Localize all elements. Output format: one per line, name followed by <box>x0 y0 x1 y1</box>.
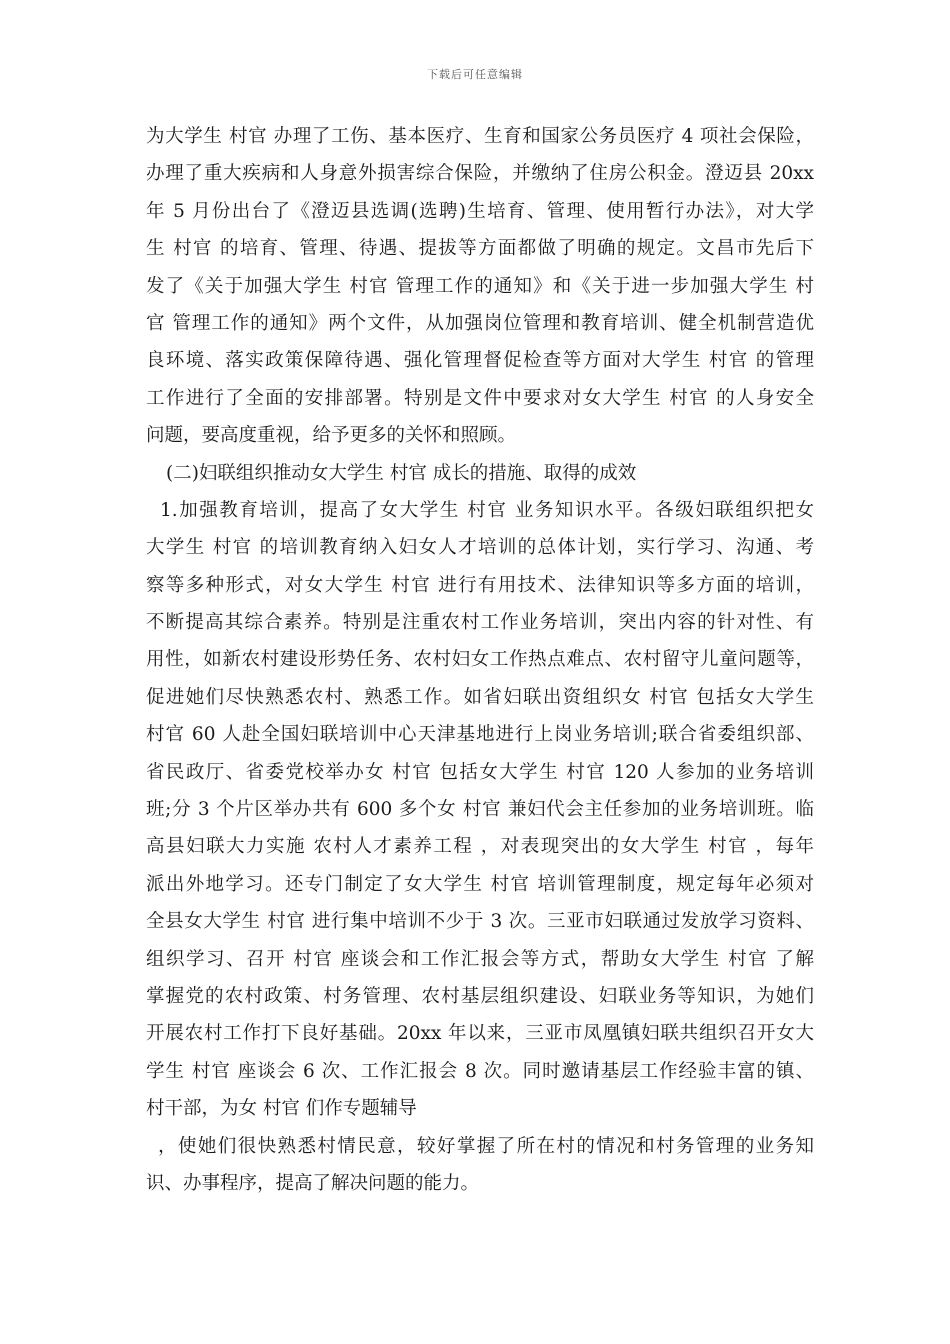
text-line: 官 管理工作的通知》两个文件，从加强岗位管理和教育培训、健全机制营造优 <box>146 312 814 334</box>
text-line: 识、办事程序，提高了解决问题的能力。 <box>146 1172 480 1194</box>
page-header-note: 下载后可任意编辑 <box>427 68 523 81</box>
text-line: 察等多种形式，对女大学生 村官 进行有用技术、法律知识等多方面的培训， <box>146 574 814 596</box>
text-line: 良环境、落实政策保障待遇、强化管理督促检查等方面对大学生 村官 的管理 <box>146 350 814 372</box>
text-line: 掌握党的农村政策、村务管理、农村基层组织建设、妇联业务等知识，为她们 <box>146 985 814 1007</box>
text-line: 问题，要高度重视，给予更多的关怀和照顾。 <box>146 425 517 447</box>
text-line: 办理了重大疾病和人身意外损害综合保险，并缴纳了住房公积金。澄迈县 20xx <box>146 163 814 185</box>
text-line: 高县妇联大力实施 农村人才素养工程 ，对表现突出的女大学生 村官 ，每年 <box>146 836 814 858</box>
text-line: 促进她们尽快熟悉农村、熟悉工作。如省妇联出资组织女 村官 包括女大学生 <box>146 686 814 708</box>
text-line: 开展农村工作打下良好基础。20xx 年以来，三亚市凤凰镇妇联共组织召开女大 <box>146 1023 814 1045</box>
text-line: 省民政厅、省委党校举办女 村官 包括女大学生 村官 120 人参加的业务培训 <box>146 761 814 783</box>
text-line: 大学生 村官 的培训教育纳入妇女人才培训的总体计划，实行学习、沟通、考 <box>146 537 814 559</box>
text-line: 工作进行了全面的安排部署。特别是文件中要求对女大学生 村官 的人身安全 <box>146 387 814 409</box>
text-line: 班;分 3 个片区举办共有 600 多个女 村官 兼妇代会主任参加的业务培训班。临 <box>146 799 814 821</box>
text-line: 派出外地学习。还专门制定了女大学生 村官 培训管理制度，规定每年必须对 <box>146 873 814 895</box>
text-line: 村干部，为女 村官 们作专题辅导 <box>146 1098 417 1120</box>
text-line: 发了《关于加强大学生 村官 管理工作的通知》和《关于进一步加强大学生 村 <box>146 275 814 297</box>
text-line: 不断提高其综合素养。特别是注重农村工作业务培训，突出内容的针对性、有 <box>146 612 814 634</box>
text-line: 生 村官 的培育、管理、待遇、提拔等方面都做了明确的规定。文昌市先后下 <box>146 238 814 260</box>
document-body <box>146 118 814 1202</box>
text-line: 村官 60 人赴全国妇联培训中心天津基地进行上岗业务培训;联合省委组织部、 <box>146 724 814 746</box>
text-line: 年 5 月份出台了《澄迈县选调(选聘)生培育、管理、使用暂行办法》，对大学 <box>146 200 814 222</box>
text-line: 学生 村官 座谈会 6 次、工作汇报会 8 次。同时邀请基层工作经验丰富的镇、 <box>146 1060 814 1082</box>
text-line: 1.加强教育培训，提高了女大学生 村官 业务知识水平。各级妇联组织把女 <box>160 499 814 521</box>
text-line: 全县女大学生 村官 进行集中培训不少于 3 次。三亚市妇联通过发放学习资料、 <box>146 911 814 933</box>
text-line: (二)妇联组织推动女大学生 村官 成长的措施、取得的成效 <box>166 462 637 484</box>
text-line: 用性，如新农村建设形势任务、农村妇女工作热点难点、农村留守儿童问题等， <box>146 649 814 671</box>
text-line: 组织学习、召开 村官 座谈会和工作汇报会等方式，帮助女大学生 村官 了解 <box>146 948 814 970</box>
text-line: 为大学生 村官 办理了工伤、基本医疗、生育和国家公务员医疗 4 项社会保险， <box>146 126 814 147</box>
text-line: ，使她们很快熟悉村情民意，较好掌握了所在村的情况和村务管理的业务知 <box>158 1135 814 1157</box>
